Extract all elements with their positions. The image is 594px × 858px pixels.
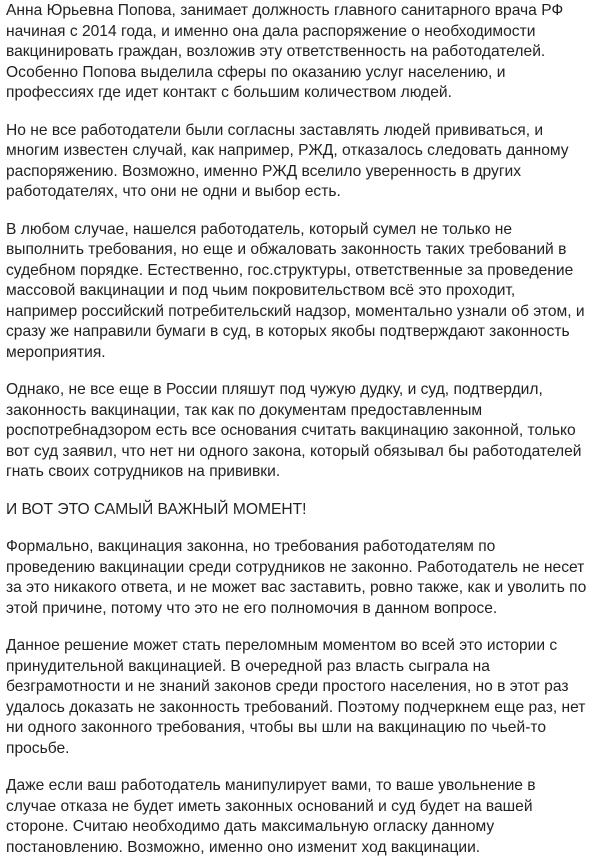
paragraph-1: Анна Юрьевна Попова, занимает должность главного санитарного врача РФ начиная с 2014 года, и именно она дала распоряжение о необходимости вакцинировать граждан, возложив эту ответственность на работодателей. Особенно Попова выделила сферы по оказанию услуг населению, и профессиях где идет контакт с большим количеством людей. [6,2,564,101]
paragraph-6: Данное решение может стать переломным моментом во всей это истории с принудительной вакцинацией. В очередной раз власть сыграла на безграмотности и не знаний законов среди простого населения, но в этот раз удалось доказать не законность требований. Поэтому подчеркнем еще раз, нет ни одного законного требования, чтобы вы шли на вакцинацию по чьей-то просьбе. [6,637,586,757]
paragraph-7: Даже если ваш работодатель манипулирует вами, то ваше увольнение в случае отказа не будет иметь законных оснований и суд будет на вашей стороне. Считаю необходимо дать максимальную огласку данному постановлению. Возможно, именно оно изменит ход вакцинации. [6,777,536,856]
paragraph-5: Формально, вакцинация законна, но требования работодателям по проведению вакцинации среди сотрудников не законно. Работодатель не несет за это никакого ответа, и не может вас заставить, ровно также, как и уволить по этой причине, потому что это не его полномочия в данном вопросе. [6,538,587,617]
paragraph-4: Однако, не все еще в России пляшут под чужую дудку, и суд, подтвердил, законность вакцинации, так как по документам предоставленным роспотребнадзором есть все основания считать вакцинацию законной, только вот суд заявил, что нет ни одного закона, который обязывал бы работодателей гнать своих сотрудников на прививки. [6,381,582,480]
paragraph-2: Но не все работодатели были согласны заставлять людей прививаться, и многим известен случай, как например, РЖД, отказалось следовать данному распоряжению. Возможно, именно РЖД вселило уверенность в других работодателях, что они не одни и выбор есть. [6,121,569,200]
highlight-heading: И ВОТ ЭТО САМЫЙ ВАЖНЫЙ МОМЕНТ! [6,500,307,518]
paragraph-3: В любом случае, нашелся работодатель, который сумел не только не выполнить требования, но еще и обжаловать законность таких требований в судебном порядке. Естественно, гос.структуры, ответственные за проведение массовой вакцинации и под чьим покровительством всё это проходит, например российский потребительский надзор, моментально узнали об этом, и сразу же направили бумаги в суд, в которых якобы подтверждают законность мероприятия. [6,220,585,361]
